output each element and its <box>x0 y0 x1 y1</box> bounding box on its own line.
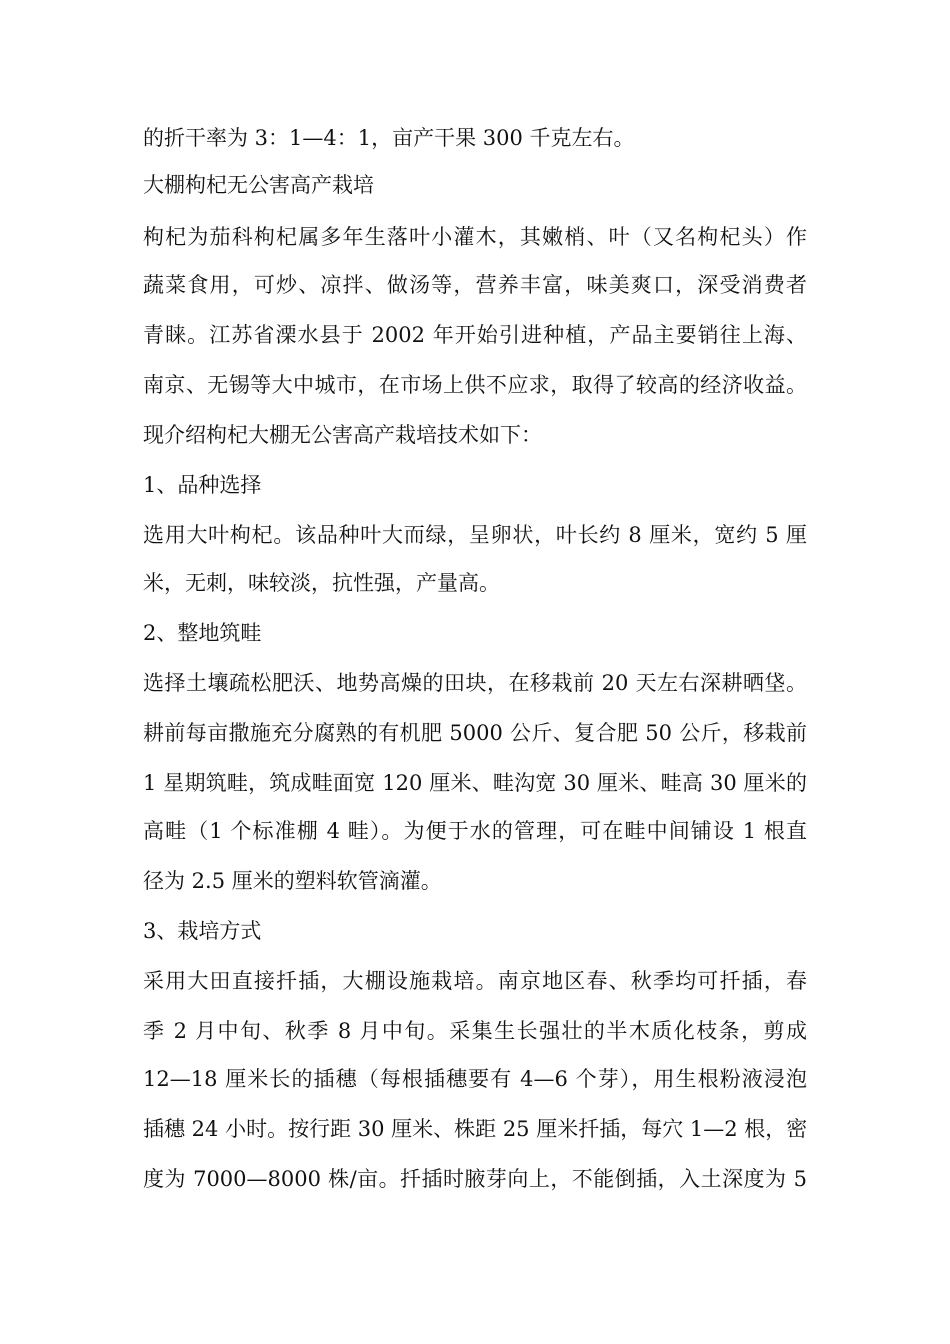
text-line: 耕前每亩撒施充分腐熟的有机肥 5000 公斤、复合肥 50 公斤，移栽前 <box>143 721 807 745</box>
text-line: 插穗 24 小时。按行距 30 厘米、株距 25 厘米扦插，每穴 1—2 根，密 <box>143 1117 807 1141</box>
text-line: 米，无刺，味较淡，抗性强，产量高。 <box>143 571 500 595</box>
text-line: 的折干率为 3：1—4：1，亩产干果 300 千克左右。 <box>143 126 635 150</box>
section-heading: 大棚枸杞无公害高产栽培 <box>143 173 374 197</box>
subsection-heading: 1、品种选择 <box>143 473 262 497</box>
text-line: 径为 2.5 厘米的塑料软管滴灌。 <box>143 869 442 893</box>
text-line: 1 星期筑畦，筑成畦面宽 120 厘米、畦沟宽 30 厘米、畦高 30 厘米的 <box>143 771 807 795</box>
text-line: 12—18 厘米长的插穗（每根插穗要有 4—6 个芽），用生根粉液浸泡 <box>143 1067 807 1091</box>
text-line: 蔬菜食用，可炒、凉拌、做汤等，营养丰富，味美爽口，深受消费者 <box>143 273 807 297</box>
text-line: 南京、无锡等大中城市，在市场上供不应求，取得了较高的经济收益。 <box>143 373 807 397</box>
subsection-heading: 2、整地筑畦 <box>143 621 262 645</box>
text-line: 枸杞为茄科枸杞属多年生落叶小灌木，其嫩梢、叶（又名枸杞头）作 <box>143 225 807 249</box>
text-line: 采用大田直接扦插，大棚设施栽培。南京地区春、秋季均可扦插，春 <box>143 969 807 993</box>
text-line: 选择土壤疏松肥沃、地势高燥的田块，在移栽前 20 天左右深耕晒垡。 <box>143 671 807 695</box>
text-line: 现介绍枸杞大棚无公害高产栽培技术如下： <box>143 423 542 447</box>
text-line: 选用大叶枸杞。该品种叶大而绿，呈卵状，叶长约 8 厘米，宽约 5 厘 <box>143 523 807 547</box>
text-line: 度为 7000—8000 株/亩。扦插时腋芽向上，不能倒插，入土深度为 5 <box>143 1167 807 1191</box>
text-line: 季 2 月中旬、秋季 8 月中旬。采集生长强壮的半木质化枝条，剪成 <box>143 1019 807 1043</box>
text-line: 青睐。江苏省溧水县于 2002 年开始引进种植，产品主要销往上海、 <box>143 323 807 347</box>
text-line: 高畦（1 个标准棚 4 畦）。为便于水的管理，可在畦中间铺设 1 根直 <box>143 819 807 843</box>
subsection-heading: 3、栽培方式 <box>143 919 262 943</box>
